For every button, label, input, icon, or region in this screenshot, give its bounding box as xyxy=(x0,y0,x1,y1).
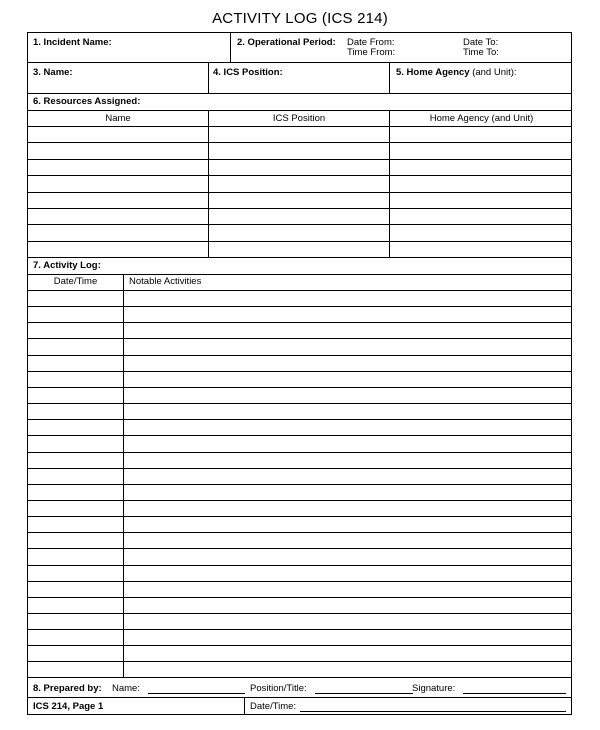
activity-log-form xyxy=(27,32,572,715)
activity-row[interactable] xyxy=(28,468,571,469)
home-agency-label-text: 5. Home Agency xyxy=(396,67,470,78)
position-title-line[interactable] xyxy=(315,693,413,694)
position-title-label: Position/Title: xyxy=(250,683,307,694)
activity-col-notable-activities: Notable Activities xyxy=(129,276,202,287)
home-agency-label-suffix: (and Unit): xyxy=(472,67,517,78)
prepared-by-label: 8. Prepared by: xyxy=(33,683,102,694)
activity-row[interactable] xyxy=(28,581,571,582)
ics-position-label: 4. ICS Position: xyxy=(213,67,283,78)
name-label: 3. Name: xyxy=(33,67,73,78)
signature-label: Signature: xyxy=(412,683,456,694)
activity-row[interactable] xyxy=(28,548,571,549)
resources-row[interactable] xyxy=(28,175,571,176)
activity-row[interactable] xyxy=(28,419,571,420)
activity-row[interactable] xyxy=(28,516,571,517)
home-agency-label xyxy=(396,67,517,78)
activity-log-label: 7. Activity Log: xyxy=(33,260,101,271)
activity-row[interactable] xyxy=(28,532,571,533)
resources-row[interactable] xyxy=(28,142,571,143)
activity-col-date-time: Date/Time xyxy=(53,276,98,287)
time-from-label[interactable]: Time From: xyxy=(347,47,396,58)
activity-row[interactable] xyxy=(28,403,571,404)
prepared-name-label: Name: xyxy=(112,683,140,694)
resources-row[interactable] xyxy=(28,192,571,193)
activity-row[interactable] xyxy=(28,371,571,372)
date-to-label[interactable]: Date To: xyxy=(463,37,499,48)
resources-col-name: Name xyxy=(105,113,131,124)
activity-row[interactable] xyxy=(28,338,571,339)
date-time-label: Date/Time: xyxy=(250,701,297,712)
resources-row[interactable] xyxy=(28,224,571,225)
activity-row[interactable] xyxy=(28,500,571,501)
operational-period-label: 2. Operational Period: xyxy=(237,37,336,48)
activity-row[interactable] xyxy=(28,355,571,356)
resources-col-ics-position: ICS Position xyxy=(272,113,326,124)
activity-row[interactable] xyxy=(28,435,571,436)
activity-row[interactable] xyxy=(28,452,571,453)
activity-row[interactable] xyxy=(28,387,571,388)
date-from-label[interactable]: Date From: xyxy=(347,37,395,48)
prepared-name-line[interactable] xyxy=(148,693,245,694)
activity-row[interactable] xyxy=(28,322,571,323)
activity-row[interactable] xyxy=(28,597,571,598)
page-title: ACTIVITY LOG (ICS 214) xyxy=(212,10,388,27)
activity-row[interactable] xyxy=(28,613,571,614)
time-to-label[interactable]: Time To: xyxy=(463,47,499,58)
activity-row[interactable] xyxy=(28,484,571,485)
activity-row[interactable] xyxy=(28,629,571,630)
activity-row[interactable] xyxy=(28,565,571,566)
resources-assigned-label: 6. Resources Assigned: xyxy=(33,96,141,107)
resources-row[interactable] xyxy=(28,208,571,209)
resources-row[interactable] xyxy=(28,159,571,160)
incident-name-label: 1. Incident Name: xyxy=(33,37,112,48)
activity-row[interactable] xyxy=(28,306,571,307)
activity-row[interactable] xyxy=(28,661,571,662)
form-page-label: ICS 214, Page 1 xyxy=(33,701,104,712)
resources-row[interactable] xyxy=(28,241,571,242)
activity-row[interactable] xyxy=(28,645,571,646)
resources-row[interactable] xyxy=(28,126,571,127)
resources-col-home-agency: Home Agency (and Unit) xyxy=(429,113,534,124)
signature-line[interactable] xyxy=(463,693,566,694)
date-time-line[interactable] xyxy=(300,711,566,712)
activity-row[interactable] xyxy=(28,290,571,291)
